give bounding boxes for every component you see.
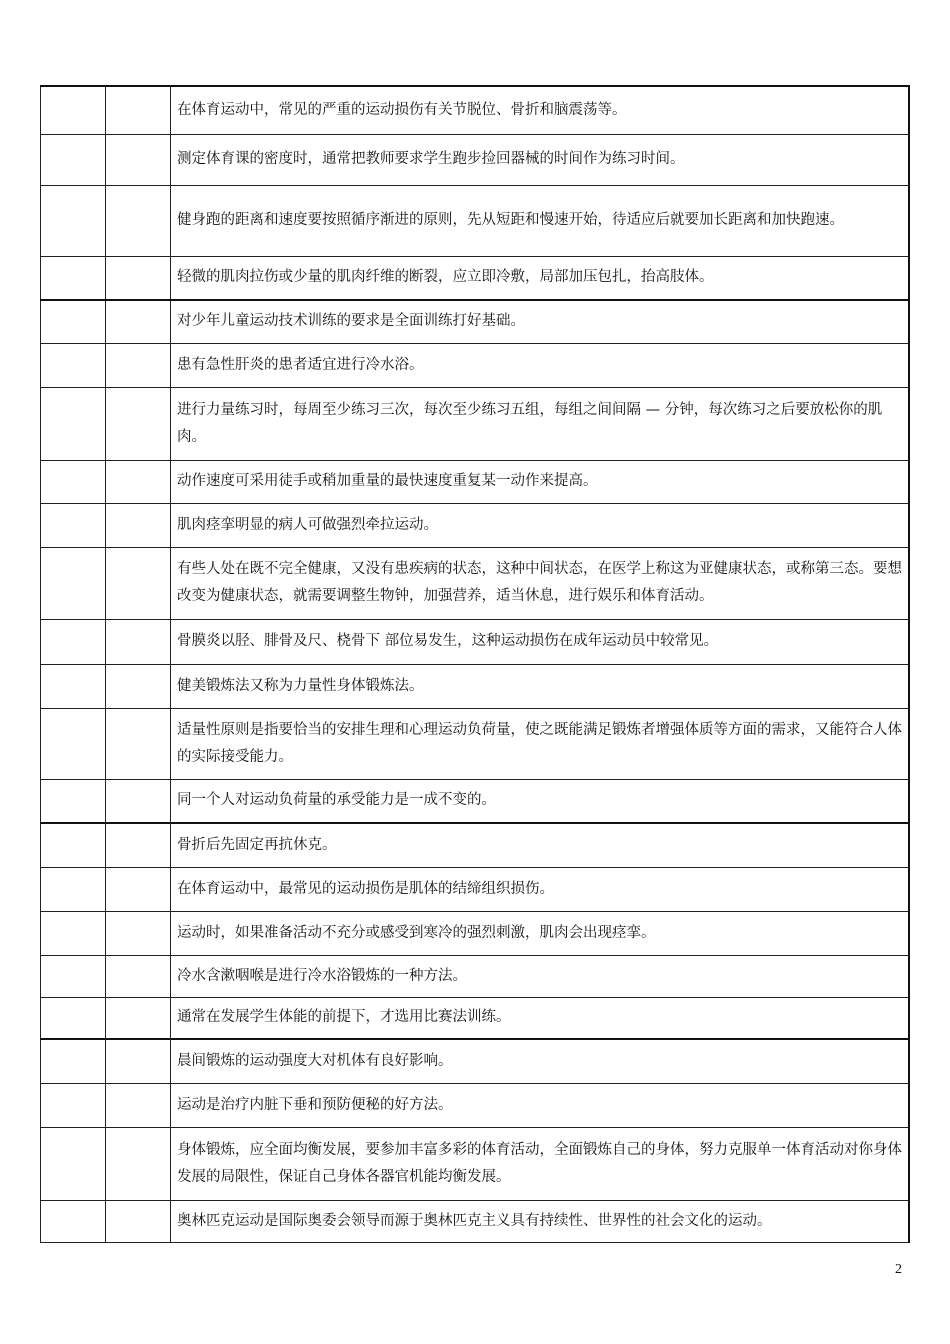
- answer-cell[interactable]: [41, 1083, 106, 1127]
- table-row: [41, 134, 910, 185]
- score-cell[interactable]: [106, 343, 171, 387]
- score-cell[interactable]: [106, 185, 171, 256]
- answer-cell[interactable]: [41, 134, 106, 185]
- question-text: 运动是治疗内脏下垂和预防便秘的好方法。: [171, 1083, 910, 1127]
- question-text: 有些人处在既不完全健康，又没有患疾病的状态，这种中间状态，在医学上称这为亚健康状态，或称第三态。要想改变为健康状态，就需要调整生物钟，加强营养，适当休息，进行娱乐和体育活动。: [171, 547, 910, 619]
- table-row: [41, 867, 910, 911]
- question-text: 冷水含漱咽喉是进行冷水浴锻炼的一种方法。: [171, 955, 910, 997]
- question-text: 进行力量练习时，每周至少练习三次，每次至少练习五组，每组之间间隔 — 分钟，每次练习之后要放松你的肌肉。: [171, 387, 910, 460]
- table-row: [41, 503, 910, 547]
- answer-cell[interactable]: [41, 867, 106, 911]
- score-cell[interactable]: [106, 1127, 171, 1200]
- table-row: [41, 1039, 910, 1083]
- question-text: 同一个人对运动负荷量的承受能力是一成不变的。: [171, 779, 910, 823]
- question-text: 奥林匹克运动是国际奥委会领导而源于奥林匹克主义具有持续性、世界性的社会文化的运动。: [171, 1200, 910, 1242]
- question-text: 对少年儿童运动技术训练的要求是全面训练打好基础。: [171, 300, 910, 343]
- table-row: [41, 619, 910, 664]
- table-row: [41, 343, 910, 387]
- question-text: 运动时，如果准备活动不充分或感受到寒冷的强烈刺激，肌肉会出现痉挛。: [171, 911, 910, 955]
- question-text: 晨间锻炼的运动强度大对机体有良好影响。: [171, 1039, 910, 1083]
- table-row: [41, 460, 910, 503]
- answer-cell[interactable]: [41, 387, 106, 460]
- answer-cell[interactable]: [41, 664, 106, 708]
- question-text: 动作速度可采用徒手或稍加重量的最快速度重复某一动作来提高。: [171, 460, 910, 503]
- answer-cell[interactable]: [41, 1200, 106, 1242]
- table-row: [41, 911, 910, 955]
- answer-cell[interactable]: [41, 503, 106, 547]
- answer-cell[interactable]: [41, 911, 106, 955]
- answer-cell[interactable]: [41, 256, 106, 300]
- answer-cell[interactable]: [41, 823, 106, 867]
- table-row: [41, 1127, 910, 1200]
- question-text: 肌肉痉挛明显的病人可做强烈牵拉运动。: [171, 503, 910, 547]
- score-cell[interactable]: [106, 1039, 171, 1083]
- table-row: [41, 664, 910, 708]
- score-cell[interactable]: [106, 256, 171, 300]
- score-cell[interactable]: [106, 134, 171, 185]
- score-cell[interactable]: [106, 955, 171, 997]
- score-cell[interactable]: [106, 503, 171, 547]
- question-text: 适量性原则是指要恰当的安排生理和心理运动负荷量，使之既能满足锻炼者增强体质等方面的需求，又能符合人体的实际接受能力。: [171, 708, 910, 779]
- table-row: [41, 1200, 910, 1242]
- table-row: [41, 86, 910, 134]
- question-text: 健身跑的距离和速度要按照循序渐进的原则，先从短距和慢速开始，待适应后就要加长距离和加快跑速。: [171, 185, 910, 256]
- score-cell[interactable]: [106, 387, 171, 460]
- table-row: [41, 300, 910, 343]
- score-cell[interactable]: [106, 300, 171, 343]
- question-text: 身体锻炼，应全面均衡发展，要参加丰富多彩的体育活动，全面锻炼自己的身体，努力克服单一体育活动对你身体发展的局限性，保证自己身体各器官机能均衡发展。: [171, 1127, 910, 1200]
- answer-cell[interactable]: [41, 997, 106, 1039]
- answer-cell[interactable]: [41, 86, 106, 134]
- answer-cell[interactable]: [41, 300, 106, 343]
- score-cell[interactable]: [106, 867, 171, 911]
- score-cell[interactable]: [106, 779, 171, 823]
- true-false-table: [40, 85, 910, 1243]
- answer-cell[interactable]: [41, 547, 106, 619]
- table-row: [41, 387, 910, 460]
- answer-cell[interactable]: [41, 185, 106, 256]
- score-cell[interactable]: [106, 997, 171, 1039]
- table-row: [41, 708, 910, 779]
- score-cell[interactable]: [106, 1200, 171, 1242]
- table-row: [41, 547, 910, 619]
- answer-cell[interactable]: [41, 779, 106, 823]
- answer-cell[interactable]: [41, 1039, 106, 1083]
- table-row: [41, 185, 910, 256]
- answer-cell[interactable]: [41, 343, 106, 387]
- score-cell[interactable]: [106, 619, 171, 664]
- question-text: 骨膜炎以胫、腓骨及尺、桡骨下 部位易发生，这种运动损伤在成年运动员中较常见。: [171, 619, 910, 664]
- score-cell[interactable]: [106, 547, 171, 619]
- score-cell[interactable]: [106, 664, 171, 708]
- question-text: 轻微的肌肉拉伤或少量的肌肉纤维的断裂，应立即冷敷，局部加压包扎，抬高肢体。: [171, 256, 910, 300]
- question-text: 在体育运动中，常见的严重的运动损伤有关节脱位、骨折和脑震荡等。: [171, 86, 910, 134]
- question-text: 患有急性肝炎的患者适宜进行冷水浴。: [171, 343, 910, 387]
- question-text: 骨折后先固定再抗休克。: [171, 823, 910, 867]
- table-row: [41, 1083, 910, 1127]
- table-row: [41, 955, 910, 997]
- score-cell[interactable]: [106, 86, 171, 134]
- question-text: 测定体育课的密度时，通常把教师要求学生跑步捡回器械的时间作为练习时间。: [171, 134, 910, 185]
- score-cell[interactable]: [106, 823, 171, 867]
- score-cell[interactable]: [106, 708, 171, 779]
- table-row: [41, 823, 910, 867]
- score-cell[interactable]: [106, 1083, 171, 1127]
- answer-cell[interactable]: [41, 708, 106, 779]
- question-text: 健美锻炼法又称为力量性身体锻炼法。: [171, 664, 910, 708]
- table-row: [41, 997, 910, 1039]
- question-text: 通常在发展学生体能的前提下，才选用比赛法训练。: [171, 997, 910, 1039]
- table-row: [41, 779, 910, 823]
- question-text: 在体育运动中，最常见的运动损伤是肌体的结缔组织损伤。: [171, 867, 910, 911]
- score-cell[interactable]: [106, 911, 171, 955]
- answer-cell[interactable]: [41, 955, 106, 997]
- page-number: 2: [895, 1262, 902, 1277]
- answer-cell[interactable]: [41, 619, 106, 664]
- score-cell[interactable]: [106, 460, 171, 503]
- table-row: [41, 256, 910, 300]
- answer-cell[interactable]: [41, 1127, 106, 1200]
- answer-cell[interactable]: [41, 460, 106, 503]
